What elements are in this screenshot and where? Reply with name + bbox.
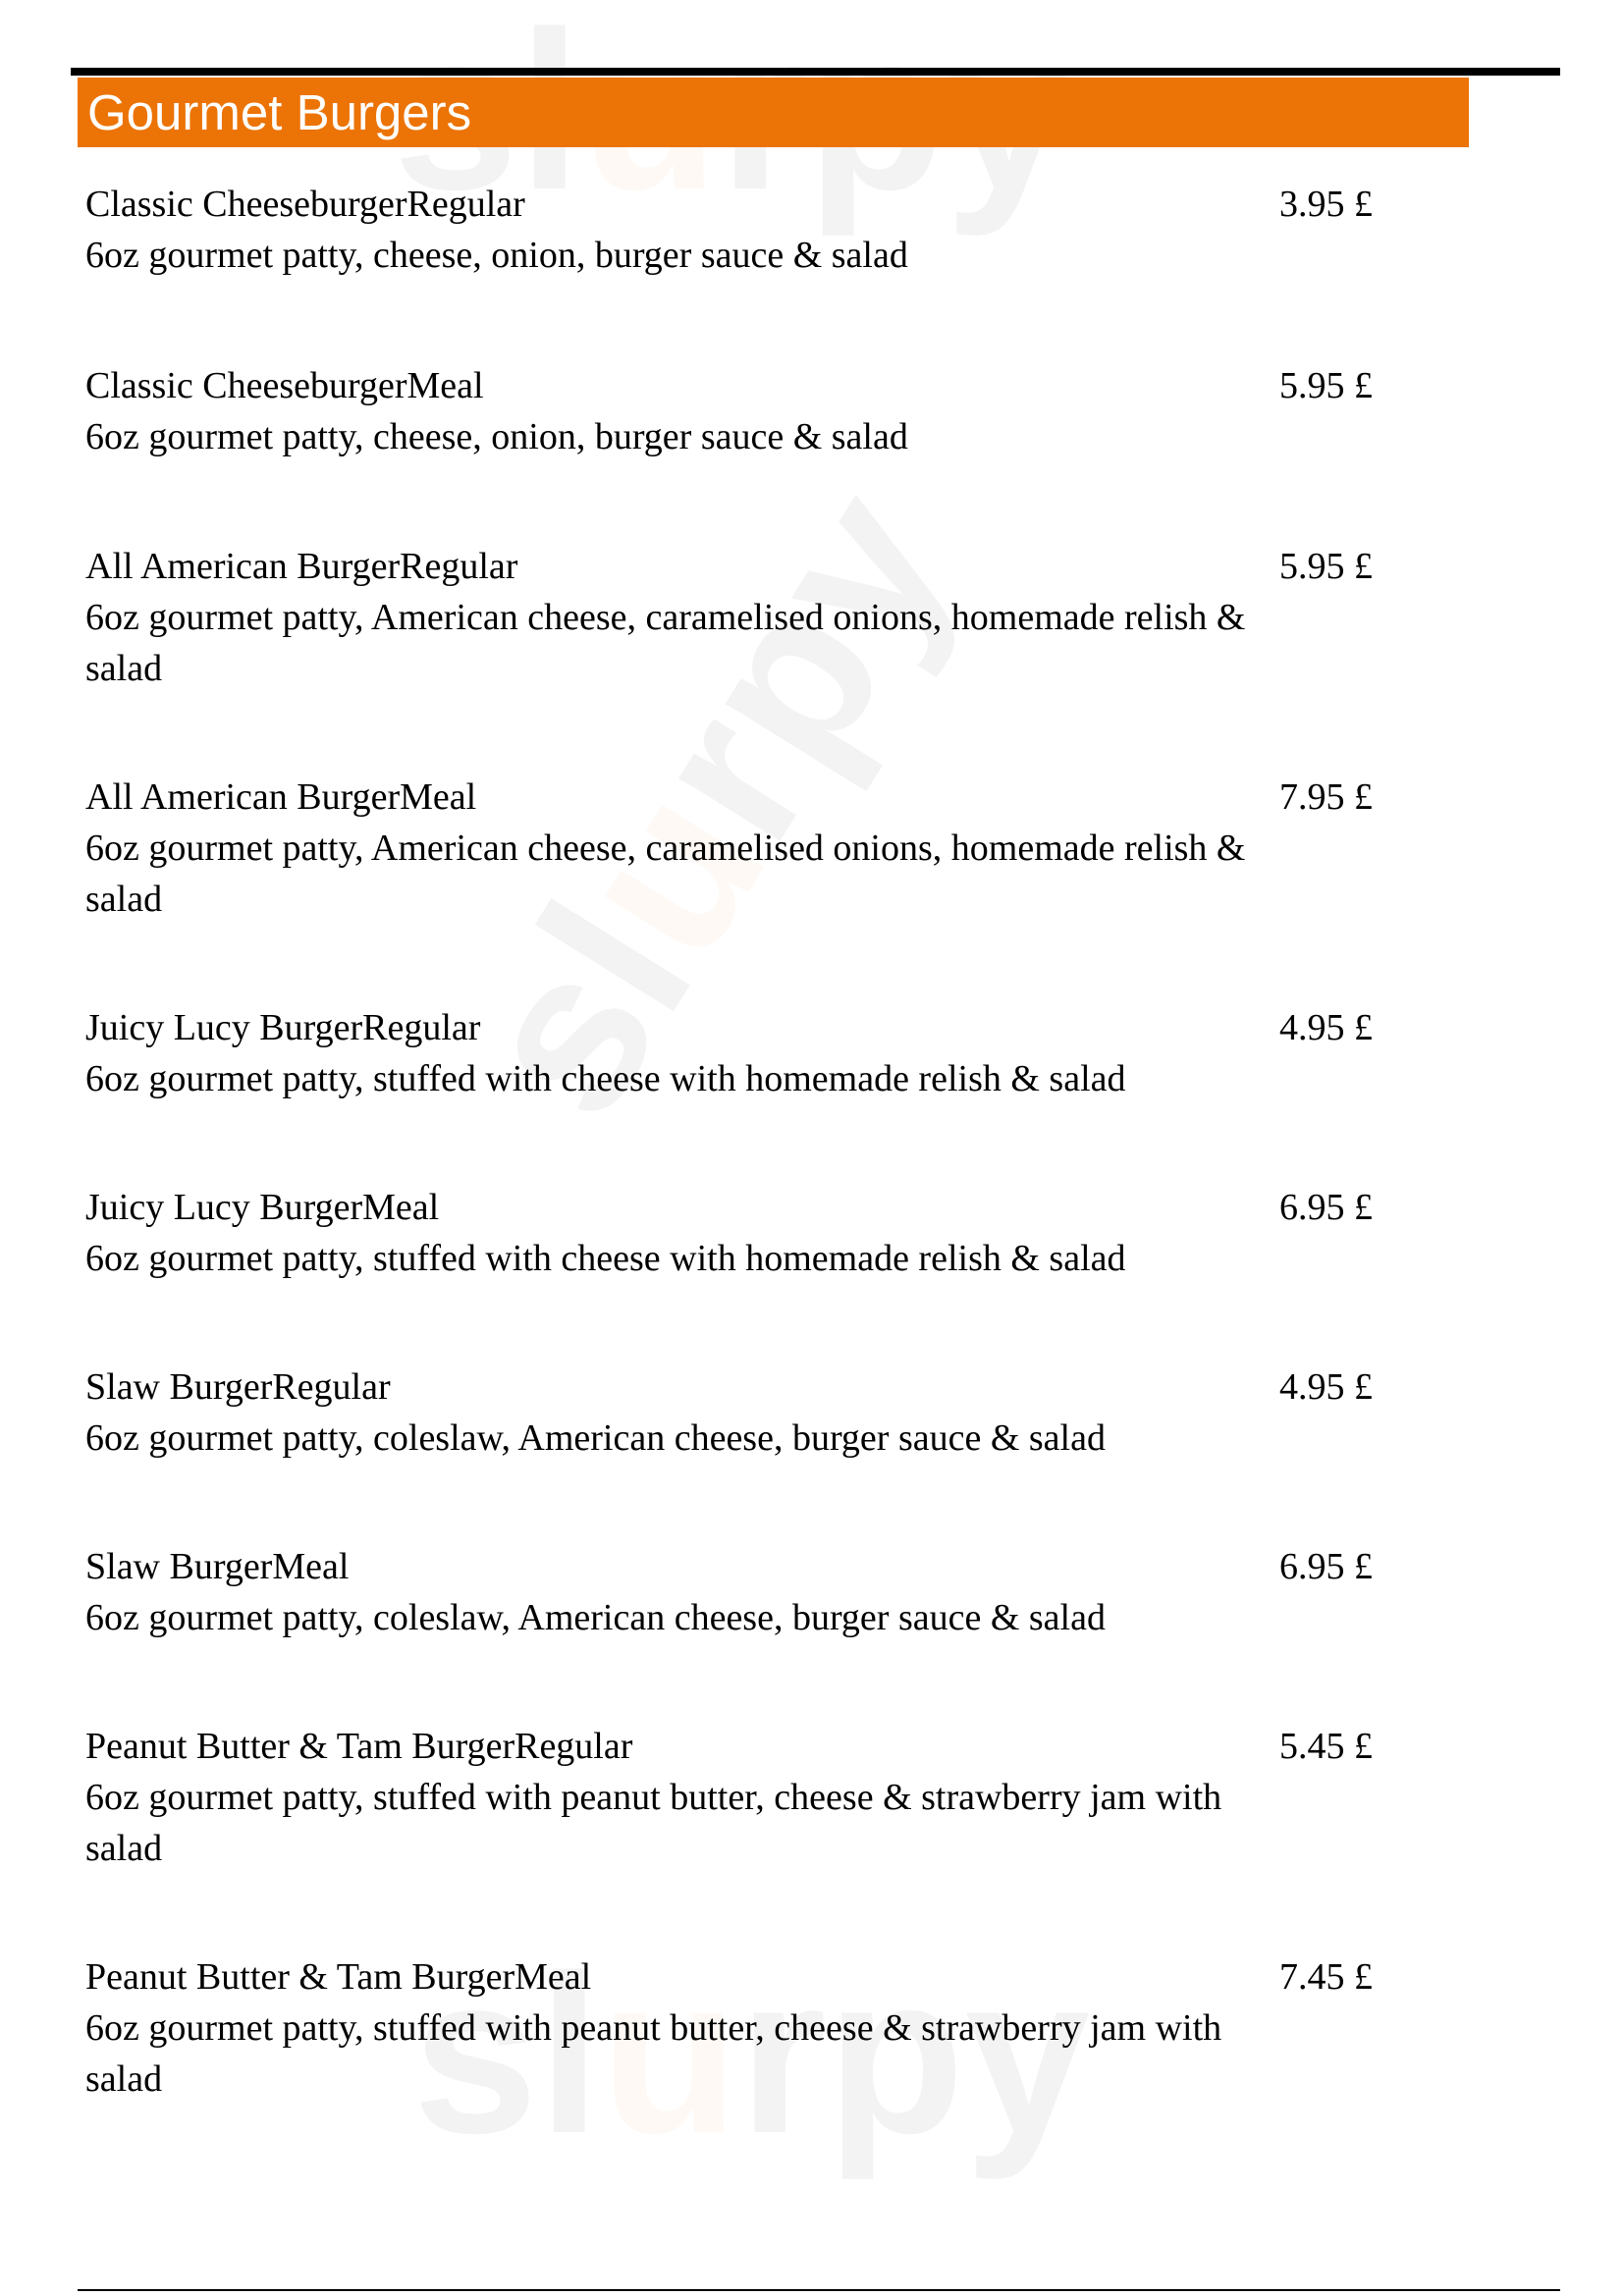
menu-item: [85, 1951, 1411, 2105]
item-price: 3.95 £: [1279, 184, 1373, 225]
item-description: 6oz gourmet patty, American cheese, caramelised onions, homemade relish & salad: [85, 597, 1246, 689]
item-name: Peanut Butter & Tam BurgerRegular: [85, 1726, 633, 1767]
item-description: 6oz gourmet patty, coleslaw, American cheese, burger sauce & salad: [85, 1417, 1106, 1459]
item-name: Peanut Butter & Tam BurgerMeal: [85, 1956, 592, 1998]
bottom-rule: [78, 2289, 1560, 2291]
item-description: 6oz gourmet patty, cheese, onion, burger sauce & salad: [85, 235, 908, 276]
item-price: 7.45 £: [1279, 1956, 1373, 1998]
item-price: 6.95 £: [1279, 1546, 1373, 1587]
item-price: 5.45 £: [1279, 1726, 1373, 1767]
menu-item: [85, 360, 1411, 462]
item-description: 6oz gourmet patty, stuffed with peanut butter, cheese & strawberry jam with salad: [85, 2007, 1222, 2100]
menu-item: [85, 1541, 1411, 1643]
top-rule: [71, 68, 1560, 76]
item-description: 6oz gourmet patty, cheese, onion, burger sauce & salad: [85, 416, 908, 457]
menu-item: [85, 1362, 1411, 1464]
item-description: 6oz gourmet patty, coleslaw, American cheese, burger sauce & salad: [85, 1597, 1106, 1638]
menu-item: [85, 772, 1411, 925]
menu-item: [85, 1721, 1411, 1874]
item-price: 4.95 £: [1279, 1007, 1373, 1048]
menu-item: [85, 179, 1411, 281]
item-description: 6oz gourmet patty, stuffed with peanut butter, cheese & strawberry jam with salad: [85, 1777, 1222, 1869]
menu-item: [85, 541, 1411, 694]
item-price: 4.95 £: [1279, 1366, 1373, 1408]
item-description: 6oz gourmet patty, American cheese, caramelised onions, homemade relish & salad: [85, 828, 1246, 920]
item-name: Classic CheeseburgerRegular: [85, 184, 525, 225]
item-name: Juicy Lucy BurgerRegular: [85, 1007, 481, 1048]
menu-item: [85, 1002, 1411, 1104]
item-price: 5.95 £: [1279, 365, 1373, 406]
item-price: 5.95 £: [1279, 546, 1373, 587]
section-title: Gourmet Burgers: [78, 78, 1469, 147]
item-price: 7.95 £: [1279, 776, 1373, 818]
item-description: 6oz gourmet patty, stuffed with cheese with homemade relish & salad: [85, 1058, 1126, 1099]
item-name: Juicy Lucy BurgerMeal: [85, 1187, 440, 1228]
item-name: Slaw BurgerMeal: [85, 1546, 350, 1587]
item-name: Classic CheeseburgerMeal: [85, 365, 484, 406]
item-description: 6oz gourmet patty, stuffed with cheese with homemade relish & salad: [85, 1238, 1126, 1279]
item-name: All American BurgerRegular: [85, 546, 518, 587]
menu-item: [85, 1182, 1411, 1284]
item-name: Slaw BurgerRegular: [85, 1366, 391, 1408]
item-price: 6.95 £: [1279, 1187, 1373, 1228]
item-name: All American BurgerMeal: [85, 776, 477, 818]
